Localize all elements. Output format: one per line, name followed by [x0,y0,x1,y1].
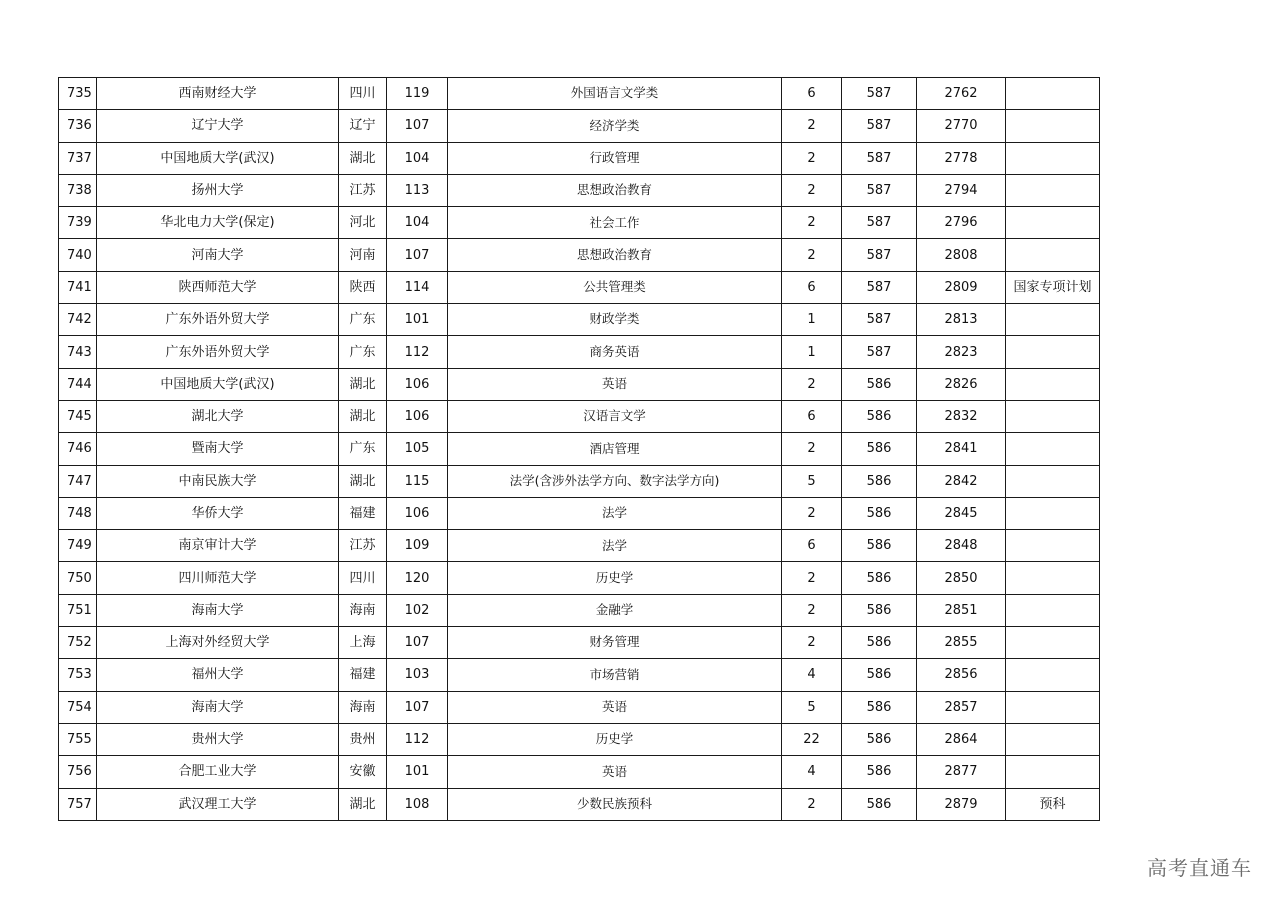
province-cell: 湖北 [339,465,387,497]
min-score-cell: 587 [842,271,917,303]
plan-count-cell: 2 [782,142,842,174]
school-cell: 陕西师范大学 [97,271,339,303]
major-cell: 公共管理类 [448,271,782,303]
min-score-cell: 586 [842,691,917,723]
school-cell: 四川师范大学 [97,562,339,594]
school-cell: 广东外语外贸大学 [97,336,339,368]
school-cell: 扬州大学 [97,174,339,206]
school-cell: 河南大学 [97,239,339,271]
min-score-cell: 586 [842,562,917,594]
table-row [59,336,1100,368]
plan-count-cell: 2 [782,207,842,239]
table-row [59,691,1100,723]
table-row [59,659,1100,691]
table-body [59,78,1100,821]
province-cell: 福建 [339,659,387,691]
seq-cell: 756 [59,756,97,788]
code-cell: 107 [387,239,448,271]
note-cell [1006,142,1100,174]
major-cell: 财务管理 [448,627,782,659]
code-cell: 105 [387,433,448,465]
rank-cell: 2857 [917,691,1006,723]
province-cell: 广东 [339,336,387,368]
province-cell: 湖北 [339,368,387,400]
table-row [59,465,1100,497]
plan-count-cell: 1 [782,304,842,336]
note-cell [1006,465,1100,497]
rank-cell: 2832 [917,400,1006,432]
major-cell: 行政管理 [448,142,782,174]
major-cell: 酒店管理 [448,433,782,465]
note-cell [1006,78,1100,110]
min-score-cell: 586 [842,788,917,820]
plan-count-cell: 2 [782,433,842,465]
rank-cell: 2770 [917,110,1006,142]
major-cell: 英语 [448,756,782,788]
note-cell: 国家专项计划 [1006,271,1100,303]
table-row [59,368,1100,400]
major-cell: 社会工作 [448,207,782,239]
seq-cell: 739 [59,207,97,239]
major-cell: 汉语言文学 [448,400,782,432]
rank-cell: 2813 [917,304,1006,336]
code-cell: 115 [387,465,448,497]
school-cell: 暨南大学 [97,433,339,465]
school-cell: 辽宁大学 [97,110,339,142]
note-cell [1006,368,1100,400]
table-row [59,304,1100,336]
rank-cell: 2826 [917,368,1006,400]
province-cell: 陕西 [339,271,387,303]
table-row [59,433,1100,465]
plan-count-cell: 5 [782,465,842,497]
school-cell: 上海对外经贸大学 [97,627,339,659]
plan-count-cell: 2 [782,239,842,271]
note-cell [1006,594,1100,626]
code-cell: 107 [387,627,448,659]
code-cell: 101 [387,304,448,336]
major-cell: 法学(含涉外法学方向、数字法学方向) [448,465,782,497]
rank-cell: 2850 [917,562,1006,594]
seq-cell: 735 [59,78,97,110]
table-row [59,497,1100,529]
major-cell: 商务英语 [448,336,782,368]
table-row [59,756,1100,788]
province-cell: 湖北 [339,788,387,820]
code-cell: 107 [387,691,448,723]
major-cell: 法学 [448,497,782,529]
major-cell: 经济学类 [448,110,782,142]
table-row [59,207,1100,239]
major-cell: 外国语言文学类 [448,78,782,110]
plan-count-cell: 5 [782,691,842,723]
seq-cell: 736 [59,110,97,142]
note-cell [1006,239,1100,271]
code-cell: 103 [387,659,448,691]
province-cell: 辽宁 [339,110,387,142]
plan-count-cell: 1 [782,336,842,368]
admission-table [58,77,1100,821]
min-score-cell: 587 [842,142,917,174]
plan-count-cell: 2 [782,368,842,400]
province-cell: 海南 [339,594,387,626]
seq-cell: 737 [59,142,97,174]
major-cell: 思想政治教育 [448,239,782,271]
rank-cell: 2864 [917,723,1006,755]
min-score-cell: 586 [842,756,917,788]
rank-cell: 2855 [917,627,1006,659]
code-cell: 119 [387,78,448,110]
table-row [59,142,1100,174]
province-cell: 江苏 [339,174,387,206]
table-row [59,400,1100,432]
plan-count-cell: 22 [782,723,842,755]
min-score-cell: 587 [842,174,917,206]
note-cell [1006,723,1100,755]
code-cell: 112 [387,336,448,368]
school-cell: 合肥工业大学 [97,756,339,788]
major-cell: 英语 [448,368,782,400]
watermark-logo-text: 高考直通车 [1147,856,1252,880]
table-row [59,271,1100,303]
school-cell: 西南财经大学 [97,78,339,110]
min-score-cell: 587 [842,239,917,271]
min-score-cell: 587 [842,78,917,110]
major-cell: 英语 [448,691,782,723]
rank-cell: 2879 [917,788,1006,820]
code-cell: 106 [387,400,448,432]
seq-cell: 748 [59,497,97,529]
province-cell: 湖北 [339,400,387,432]
code-cell: 114 [387,271,448,303]
plan-count-cell: 2 [782,497,842,529]
seq-cell: 746 [59,433,97,465]
note-cell [1006,627,1100,659]
note-cell [1006,400,1100,432]
min-score-cell: 587 [842,304,917,336]
school-cell: 南京审计大学 [97,530,339,562]
note-cell [1006,691,1100,723]
seq-cell: 755 [59,723,97,755]
min-score-cell: 586 [842,465,917,497]
code-cell: 106 [387,497,448,529]
school-cell: 武汉理工大学 [97,788,339,820]
note-cell [1006,562,1100,594]
min-score-cell: 587 [842,110,917,142]
code-cell: 112 [387,723,448,755]
table-row [59,594,1100,626]
plan-count-cell: 6 [782,78,842,110]
table-row [59,78,1100,110]
rank-cell: 2877 [917,756,1006,788]
min-score-cell: 587 [842,336,917,368]
province-cell: 贵州 [339,723,387,755]
seq-cell: 752 [59,627,97,659]
major-cell: 金融学 [448,594,782,626]
table-row [59,723,1100,755]
min-score-cell: 586 [842,400,917,432]
province-cell: 河南 [339,239,387,271]
table-row [59,562,1100,594]
note-cell [1006,497,1100,529]
note-cell [1006,110,1100,142]
province-cell: 海南 [339,691,387,723]
rank-cell: 2796 [917,207,1006,239]
major-cell: 法学 [448,530,782,562]
rank-cell: 2841 [917,433,1006,465]
table-row [59,174,1100,206]
school-cell: 中国地质大学(武汉) [97,142,339,174]
seq-cell: 742 [59,304,97,336]
table-row [59,110,1100,142]
plan-count-cell: 2 [782,110,842,142]
code-cell: 109 [387,530,448,562]
seq-cell: 747 [59,465,97,497]
code-cell: 120 [387,562,448,594]
seq-cell: 740 [59,239,97,271]
rank-cell: 2809 [917,271,1006,303]
school-cell: 华北电力大学(保定) [97,207,339,239]
code-cell: 101 [387,756,448,788]
rank-cell: 2794 [917,174,1006,206]
min-score-cell: 586 [842,368,917,400]
rank-cell: 2845 [917,497,1006,529]
min-score-cell: 586 [842,659,917,691]
seq-cell: 754 [59,691,97,723]
major-cell: 历史学 [448,723,782,755]
province-cell: 河北 [339,207,387,239]
code-cell: 107 [387,110,448,142]
table-row [59,788,1100,820]
code-cell: 102 [387,594,448,626]
school-cell: 中国地质大学(武汉) [97,368,339,400]
code-cell: 108 [387,788,448,820]
plan-count-cell: 2 [782,788,842,820]
min-score-cell: 587 [842,207,917,239]
rank-cell: 2762 [917,78,1006,110]
note-cell [1006,174,1100,206]
rank-cell: 2842 [917,465,1006,497]
province-cell: 湖北 [339,142,387,174]
rank-cell: 2848 [917,530,1006,562]
school-cell: 湖北大学 [97,400,339,432]
code-cell: 104 [387,142,448,174]
note-cell [1006,304,1100,336]
note-cell: 预科 [1006,788,1100,820]
code-cell: 106 [387,368,448,400]
plan-count-cell: 4 [782,756,842,788]
school-cell: 中南民族大学 [97,465,339,497]
note-cell [1006,207,1100,239]
min-score-cell: 586 [842,627,917,659]
plan-count-cell: 2 [782,562,842,594]
rank-cell: 2851 [917,594,1006,626]
seq-cell: 751 [59,594,97,626]
province-cell: 上海 [339,627,387,659]
rank-cell: 2856 [917,659,1006,691]
table-row [59,530,1100,562]
note-cell [1006,433,1100,465]
min-score-cell: 586 [842,530,917,562]
school-cell: 海南大学 [97,691,339,723]
province-cell: 广东 [339,304,387,336]
code-cell: 113 [387,174,448,206]
seq-cell: 753 [59,659,97,691]
province-cell: 广东 [339,433,387,465]
seq-cell: 744 [59,368,97,400]
note-cell [1006,659,1100,691]
plan-count-cell: 2 [782,174,842,206]
plan-count-cell: 6 [782,271,842,303]
min-score-cell: 586 [842,723,917,755]
table-row [59,239,1100,271]
major-cell: 历史学 [448,562,782,594]
seq-cell: 741 [59,271,97,303]
school-cell: 广东外语外贸大学 [97,304,339,336]
province-cell: 四川 [339,78,387,110]
plan-count-cell: 2 [782,627,842,659]
min-score-cell: 586 [842,497,917,529]
province-cell: 江苏 [339,530,387,562]
seq-cell: 745 [59,400,97,432]
major-cell: 财政学类 [448,304,782,336]
plan-count-cell: 2 [782,594,842,626]
min-score-cell: 586 [842,433,917,465]
school-cell: 海南大学 [97,594,339,626]
school-cell: 贵州大学 [97,723,339,755]
rank-cell: 2808 [917,239,1006,271]
rank-cell: 2823 [917,336,1006,368]
major-cell: 市场营销 [448,659,782,691]
note-cell [1006,756,1100,788]
major-cell: 思想政治教育 [448,174,782,206]
seq-cell: 738 [59,174,97,206]
code-cell: 104 [387,207,448,239]
school-cell: 福州大学 [97,659,339,691]
seq-cell: 750 [59,562,97,594]
province-cell: 福建 [339,497,387,529]
school-cell: 华侨大学 [97,497,339,529]
seq-cell: 749 [59,530,97,562]
seq-cell: 743 [59,336,97,368]
province-cell: 安徽 [339,756,387,788]
plan-count-cell: 4 [782,659,842,691]
plan-count-cell: 6 [782,400,842,432]
table-row [59,627,1100,659]
seq-cell: 757 [59,788,97,820]
note-cell [1006,530,1100,562]
rank-cell: 2778 [917,142,1006,174]
min-score-cell: 586 [842,594,917,626]
province-cell: 四川 [339,562,387,594]
plan-count-cell: 6 [782,530,842,562]
major-cell: 少数民族预科 [448,788,782,820]
note-cell [1006,336,1100,368]
